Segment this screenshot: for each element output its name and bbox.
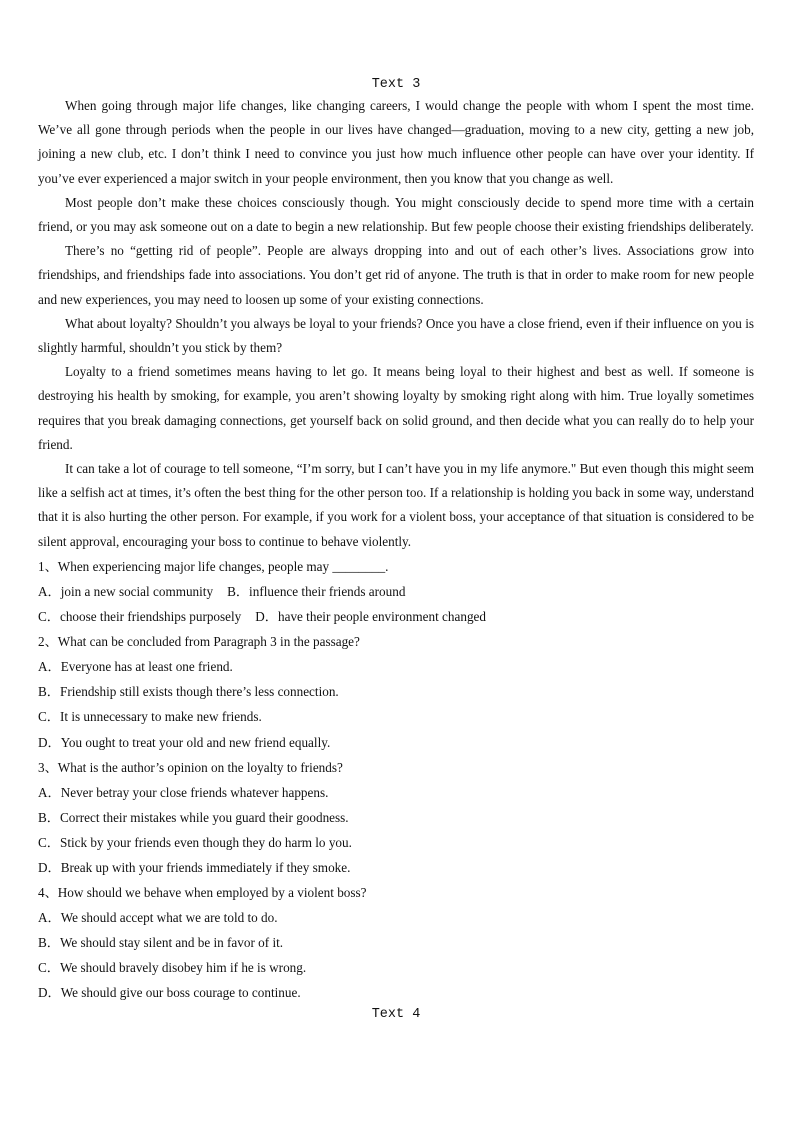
paragraph-2: Most people don’t make these choices consciously though. You might consciously decide to spend more time with a certain friend, or you may ask someone out on a date to begin a new relationship. But few people choose their existing friendships deliberately. <box>38 194 754 235</box>
section-heading-text4: Text 4 <box>371 1006 421 1022</box>
option-a: A．Everyone has at least one friend. <box>38 659 233 675</box>
option-d: D．You ought to treat your old and new friend equally. <box>38 734 331 750</box>
question-stem: 1、When experiencing major life changes, people may ________. <box>38 558 389 574</box>
option-a: A．We should accept what we are told to do. <box>38 910 278 926</box>
option-c: C．It is unnecessary to make new friends. <box>38 709 262 725</box>
option-d: D．have their people environment changed <box>255 609 486 625</box>
section-heading-text3: Text 3 <box>371 77 421 92</box>
question-stem: 4、How should we behave when employed by a violent boss? <box>38 885 367 901</box>
option-c: C．We should bravely disobey him if he is wrong. <box>38 960 307 976</box>
question-4 <box>38 880 754 1005</box>
question-stem: 2、What can be concluded from Paragraph 3 in the passage? <box>38 634 360 650</box>
option-b: B．influence their friends around <box>227 583 406 599</box>
option-d: D．Break up with your friends immediately if they smoke. <box>38 859 351 875</box>
option-row <box>38 604 754 629</box>
paragraph-3: There’s no “getting rid of people”. People are always dropping into and out of each other’s lives. Associations grow into friendships, and friendships fade into associations. You don’t get rid of anyone. The truth is that in order to make room for new people and new experiences, you may need to loosen up some of your existing connections. <box>38 243 754 307</box>
question-2 <box>38 629 754 754</box>
document-page <box>38 76 754 1024</box>
option-b: B．Friendship still exists though there’s less connection. <box>38 684 339 700</box>
option-a: A．Never betray your close friends whatever happens. <box>38 784 329 800</box>
option-row <box>38 579 754 604</box>
paragraph-5: Loyalty to a friend sometimes means having to let go. It means being loyal to their highest and best as well. If someone is destroying his health by smoking, for example, you aren’t showing loyalty by smoking right along with him. True loyally sometimes requires that you break damaging connections, get yourself back on solid ground, and then decide what you can really do to help your friend. <box>38 364 754 452</box>
paragraph-4: What about loyalty? Shouldn’t you always be loyal to your friends? Once you have a close friend, even if their influence on you is slightly harmful, shouldn’t you stick by them? <box>38 315 754 356</box>
option-c: C．Stick by your friends even though they do harm lo you. <box>38 834 352 850</box>
option-c: C．choose their friendships purposely <box>38 609 242 625</box>
paragraph-6: It can take a lot of courage to tell someone, “I’m sorry, but I can’t have you in my life anymore." But even though this might seem like a selfish act at times, it’s often the best thing for the other person too. If a relationship is holding you back in some way, understand that it is also hurting the other person. For example, if you work for a violent boss, your acceptance of that situation is considered to be silent approval, encouraging your boss to continue to behave violently. <box>38 461 754 549</box>
option-b: B．We should stay silent and be in favor of it. <box>38 935 284 951</box>
question-3 <box>38 755 754 880</box>
question-stem: 3、What is the author’s opinion on the loyalty to friends? <box>38 759 343 775</box>
option-a: A．join a new social community <box>38 583 214 599</box>
option-b: B．Correct their mistakes while you guard their goodness. <box>38 809 349 825</box>
question-1 <box>38 554 754 629</box>
option-d: D．We should give our boss courage to continue. <box>38 985 301 1001</box>
paragraph-1: When going through major life changes, like changing careers, I would change the people with whom I spent the most time. We’ve all gone through periods when the people in our lives have changed—graduation, moving to a new city, getting a new job, joining a new club, etc. I don’t think I need to convince you just how much influence other people can have over your identity. If you’ve ever experienced a major switch in your people environment, then you know that you change as well. <box>38 98 754 186</box>
